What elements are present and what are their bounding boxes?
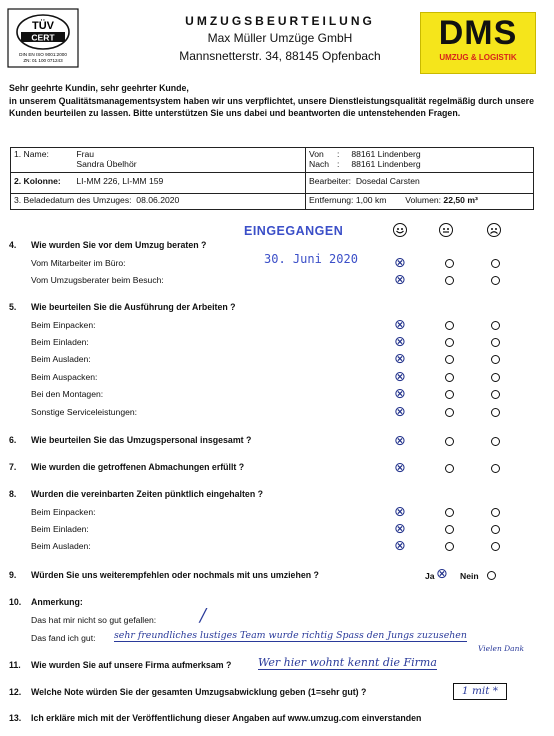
q11-text: Wie wurden Sie auf unsere Firma aufmerksam ? [31, 660, 232, 670]
svg-text:DIN EN ISO 9001:2000: DIN EN ISO 9001:2000 [19, 52, 67, 57]
q8-number: 8. [9, 489, 17, 499]
q8-item-3: Beim Ausladen: [31, 541, 91, 551]
q9-number: 9. [9, 570, 17, 580]
intro-text: in unserem Qualitätsmanagementsystem haben wir uns verpflichtet, unsere Dienstleistungsqualität regelmäßig durch unsere Kunden beurteilen zu lassen. Bitte unterstützen Sie uns dabei und beantworten die untenstehenden Fragen. [9, 96, 534, 118]
q5-text: Wie beurteilen Sie die Ausführung der Arbeiten ? [31, 302, 236, 312]
q13-text: Ich erkläre mich mit der Veröffentlichung dieser Angaben auf www.umzug.com einverstanden [31, 713, 422, 723]
sad-face-icon [487, 223, 501, 237]
q5-item-6-radio-neutral[interactable] [445, 408, 454, 417]
q5-item-3-mark-good[interactable]: ⊗ [394, 351, 406, 367]
q5-item-2-radio-neutral[interactable] [445, 338, 454, 347]
q5-item-5-radio-neutral[interactable] [445, 390, 454, 399]
q5-item-6-radio-bad[interactable] [491, 408, 500, 417]
q4-item-1-radio-bad[interactable] [491, 259, 500, 268]
q8-item-1: Beim Einpacken: [31, 507, 96, 517]
q10-line1-label: Das hat mir nicht so gut gefallen: [31, 615, 157, 625]
q6-mark-good[interactable]: ⊗ [394, 433, 406, 449]
q11-number: 11. [9, 660, 21, 670]
volumen-label: Volumen: [405, 195, 442, 205]
q5-item-5: Bei den Montagen: [31, 389, 104, 399]
q5-item-5-radio-bad[interactable] [491, 390, 500, 399]
kolonne-value: LI-MM 226, LI-MM 159 [76, 176, 164, 186]
q7-text: Wie wurden die getroffenen Abmachungen erfüllt ? [31, 462, 245, 472]
date-cell [11, 194, 306, 210]
q10-line2-note: Vielen Dank [478, 644, 525, 653]
q5-item-1: Beim Einpacken: [31, 320, 96, 330]
svg-text:TÜV: TÜV [32, 20, 54, 32]
q5-item-4-radio-bad[interactable] [491, 373, 500, 382]
q6-text: Wie beurteilen Sie das Umzugspersonal insgesamt ? [31, 435, 252, 445]
q9-text: Würden Sie uns weiterempfehlen oder nochmals mit uns umziehen ? [31, 570, 319, 580]
kolonne-cell [11, 173, 306, 194]
q11-hand: Wer hier wohnt kennt die Firma [258, 656, 437, 669]
neutral-face-icon [439, 223, 453, 237]
q4-item-2-radio-neutral[interactable] [445, 276, 454, 285]
q4-number: 4. [9, 240, 17, 250]
q9-ja-label: Ja [425, 571, 435, 581]
q6-radio-neutral[interactable] [445, 437, 454, 446]
dms-logo-text: DMS [438, 14, 518, 52]
q5-item-4-radio-neutral[interactable] [445, 373, 454, 382]
volumen-value: 22,50 m³ [443, 195, 478, 205]
q5-item-2-mark-good[interactable]: ⊗ [394, 334, 406, 350]
svg-text:ZN: 01 100 071243: ZN: 01 100 071243 [23, 58, 63, 63]
von-value: 88161 Lindenberg [351, 149, 421, 159]
q7-radio-neutral[interactable] [445, 464, 454, 473]
q9-nein-radio[interactable] [487, 571, 496, 580]
q6-number: 6. [9, 435, 17, 445]
q8-item-1-radio-neutral[interactable] [445, 508, 454, 517]
q13-number: 13. [9, 713, 22, 723]
q5-item-3: Beim Ausladen: [31, 354, 91, 364]
q12-answer-box[interactable] [453, 683, 507, 700]
company-name: Max Müller Umzüge GmbH [207, 31, 353, 45]
q7-number: 7. [9, 462, 17, 472]
bearbeiter-cell [306, 173, 534, 194]
q5-number: 5. [9, 302, 17, 312]
happy-face-icon [393, 223, 407, 237]
q7-radio-bad[interactable] [491, 464, 500, 473]
q5-item-3-radio-neutral[interactable] [445, 355, 454, 364]
greeting: Sehr geehrte Kundin, sehr geehrter Kunde, [9, 83, 189, 93]
form-title: UMZUGSBEURTEILUNG [185, 14, 375, 28]
q5-item-1-mark-good[interactable]: ⊗ [394, 317, 406, 333]
q6-radio-bad[interactable] [491, 437, 500, 446]
kolonne-label: 2. Kolonne: [14, 176, 61, 186]
q10-line2-hand: sehr freundliches lustiges Team wurde richtig Spass den Jungs zuzusehen [114, 630, 467, 641]
q12-text: Welche Note würden Sie der gesamten Umzugsabwicklung geben (1=sehr gut) ? [31, 687, 367, 697]
name-value: Sandra Übelhör [76, 159, 137, 169]
entfernung-value: 1,00 km [355, 195, 387, 205]
q4-item-2: Vom Umzugsberater beim Besuch: [31, 275, 164, 285]
q5-item-4: Beim Auspacken: [31, 372, 98, 382]
q5-item-1-radio-bad[interactable] [491, 321, 500, 330]
q8-item-3-radio-neutral[interactable] [445, 542, 454, 551]
name-title: Frau [76, 149, 95, 159]
q5-item-5-mark-good[interactable]: ⊗ [394, 386, 406, 402]
q4-item-1: Vom Mitarbeiter im Büro: [31, 258, 126, 268]
q12-hand: 1 mit * [461, 685, 499, 697]
q10-line2-label: Das fand ich gut: [31, 633, 96, 643]
bearbeiter-label: Bearbeiter: [309, 176, 352, 186]
q4-text: Wie wurden Sie vor dem Umzug beraten ? [31, 240, 207, 250]
name-label: 1. Name: [14, 149, 49, 159]
svg-text:CERT: CERT [31, 32, 55, 43]
q5-item-2-radio-bad[interactable] [491, 338, 500, 347]
info-table [10, 147, 534, 210]
q10-number: 10. [9, 597, 22, 607]
q5-item-1-radio-neutral[interactable] [445, 321, 454, 330]
q5-item-6-mark-good[interactable]: ⊗ [394, 404, 406, 420]
q8-item-1-radio-bad[interactable] [491, 508, 500, 517]
q9-nein-label: Nein [460, 571, 479, 581]
q10-text: Anmerkung: [31, 597, 83, 607]
q12-number: 12. [9, 687, 22, 697]
tuev-logo [7, 8, 79, 68]
q5-item-3-radio-bad[interactable] [491, 355, 500, 364]
von-nach-cell: Von : 88161 Lindenberg Nach : 88161 Lindenberg [306, 148, 534, 173]
tuev-cert-icon [7, 8, 79, 68]
company-address: Mannsnetterstr. 34, 88145 Opfenbach [179, 49, 381, 63]
stamp-date: 30. Juni 2020 [264, 252, 358, 266]
rating-header [393, 223, 513, 239]
q5-item-2: Beim Einladen: [31, 337, 89, 347]
name-cell [11, 148, 306, 173]
q8-item-2-radio-neutral[interactable] [445, 525, 454, 534]
entfernung-cell [306, 194, 534, 210]
q4-item-1-mark-good[interactable]: ⊗ [394, 255, 406, 271]
q4-item-1-radio-neutral[interactable] [445, 259, 454, 268]
nach-value: 88161 Lindenberg [351, 159, 421, 169]
q9-ja-mark[interactable]: ⊗ [436, 566, 448, 582]
q7-mark-good[interactable]: ⊗ [394, 460, 406, 476]
q8-item-2-mark-good[interactable]: ⊗ [394, 521, 406, 537]
q4-item-2-radio-bad[interactable] [491, 276, 500, 285]
q8-text: Wurden die vereinbarten Zeiten pünktlich eingehalten ? [31, 489, 264, 499]
date-value: 08.06.2020 [136, 195, 180, 205]
dms-logo [420, 12, 536, 74]
nach-label: Nach [309, 159, 330, 169]
q8-item-3-mark-good[interactable]: ⊗ [394, 538, 406, 554]
q8-item-2-radio-bad[interactable] [491, 525, 500, 534]
von-label: Von [309, 149, 324, 159]
q8-item-1-mark-good[interactable]: ⊗ [394, 504, 406, 520]
q5-item-6: Sonstige Serviceleistungen: [31, 407, 138, 417]
eingegangen-stamp: EINGEGANGEN [244, 224, 344, 238]
entfernung-label: Entfernung: [309, 195, 354, 205]
date-label: 3. Beladedatum des Umzuges: [14, 195, 132, 205]
q4-item-2-mark-good[interactable]: ⊗ [394, 272, 406, 288]
q8-item-2: Beim Einladen: [31, 524, 89, 534]
bearbeiter-value: Dosedal Carsten [355, 176, 420, 186]
q10-line1-hand: / [200, 605, 207, 626]
dms-logo-subtitle: UMZUG & LOGISTIK [439, 53, 517, 62]
q8-item-3-radio-bad[interactable] [491, 542, 500, 551]
q5-item-4-mark-good[interactable]: ⊗ [394, 369, 406, 385]
